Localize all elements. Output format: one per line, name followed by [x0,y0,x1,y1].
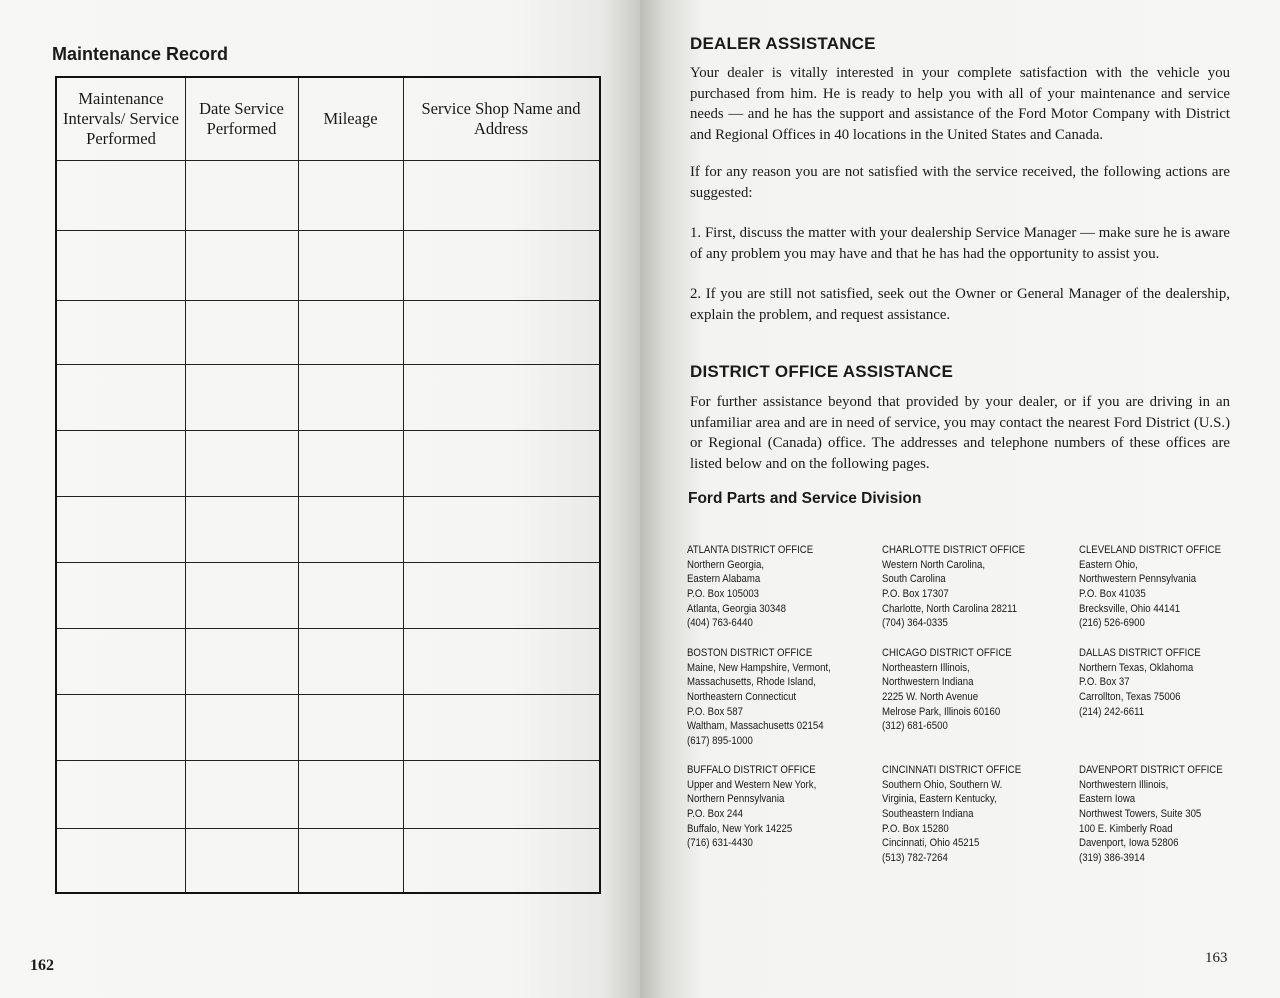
division-heading: Ford Parts and Service Division [688,490,922,507]
office-davenport: DAVENPORT DISTRICT OFFICE Northwestern Illinois, Eastern Iowa Northwest Towers, Suite 305 100 E. Kimberly Road Davenport, Iowa 52806 (319) 386-3914 [1079,764,1223,864]
office-chicago: CHICAGO DISTRICT OFFICE Northeastern Illinois, Northwestern Indiana 2225 W. North Avenue Melrose Park, Illinois 60160 (312) 681-6500 [882,647,1012,733]
maintenance-record-table [55,76,601,894]
page-title: Maintenance Record [52,44,229,64]
office-name: CLEVELAND DISTRICT OFFICE [1079,544,1222,557]
header-date-service: Date Service Performed [199,99,284,138]
header-mileage: Mileage [323,109,378,128]
office-name: DAVENPORT DISTRICT OFFICE [1079,764,1223,777]
office-atlanta: ATLANTA DISTRICT OFFICE Northern Georgia, Eastern Alabama P.O. Box 105003 Atlanta, Georgia 30348 (404) 763-6440 [687,544,814,630]
header-service-shop: Service Shop Name and Address [421,99,581,138]
office-name: CHARLOTTE DISTRICT OFFICE [882,544,1026,557]
page-number-left: 162 [30,957,54,974]
dealer-paragraph-1: Your dealer is vitally interested in your complete satisfaction with the vehicle you purchased from him. He is ready to help you with all of your maintenance and service needs — and he has the support and assistance of the Ford Motor Company with District and Regional Offices in 40 locations in the United States and Canada. [690,65,1230,143]
office-name: BUFFALO DISTRICT OFFICE [687,764,816,777]
office-boston: BOSTON DISTRICT OFFICE Maine, New Hampshire, Vermont, Massachusetts, Rhode Island, Northeastern Connecticut P.O. Box 587 Waltham, Massachusetts 02154 (617) 895-1000 [687,647,831,747]
district-paragraph: For further assistance beyond that provided by your dealer, or if you are driving in an unfamiliar area and are in need of service, you may contact the nearest Ford District (U.S.) or Regional (Canada) office. The addresses and telephone numbers of these offices are listed below and on the following pages. [690,394,1230,472]
dealer-paragraph-3: 1. First, discuss the matter with your dealership Service Manager — make sure he is aware of any problem you may have and that he has had the opportunity to assist you. [690,225,1230,262]
district-office-heading: DISTRICT OFFICE ASSISTANCE [690,362,954,381]
office-cleveland: CLEVELAND DISTRICT OFFICE Eastern Ohio, Northwestern Pennsylvania P.O. Box 41035 Brecksville, Ohio 44141 (216) 526-6900 [1079,544,1222,630]
office-name: CHICAGO DISTRICT OFFICE [882,647,1012,660]
office-name: DALLAS DISTRICT OFFICE [1079,647,1201,660]
header-maintenance-intervals: Maintenance Intervals/ Service Performed [63,89,179,148]
office-name: ATLANTA DISTRICT OFFICE [687,544,814,557]
page-number-right: 163 [1205,950,1228,966]
dealer-paragraph-2: If for any reason you are not satisfied with the service received, the following actions are suggested: [690,164,1230,201]
office-buffalo: BUFFALO DISTRICT OFFICE Upper and Western New York, Northern Pennsylvania P.O. Box 244 Buffalo, New York 14225 (716) 631-4430 [687,764,817,850]
dealer-paragraph-4: 2. If you are still not satisfied, seek out the Owner or General Manager of the dealership, explain the problem, and request assistance. [690,286,1230,323]
office-name: BOSTON DISTRICT OFFICE [687,647,813,660]
dealer-assistance-heading: DEALER ASSISTANCE [690,34,876,53]
office-cincinnati: CINCINNATI DISTRICT OFFICE Southern Ohio, Southern W. Virginia, Eastern Kentucky, Southeastern Indiana P.O. Box 15280 Cincinnati, Ohio 45215 (513) 782-7264 [882,764,1022,864]
office-charlotte: CHARLOTTE DISTRICT OFFICE Western North Carolina, South Carolina P.O. Box 17307 Charlotte, North Carolina 28211 (704) 364-0335 [882,544,1026,630]
office-dallas: DALLAS DISTRICT OFFICE Northern Texas, Oklahoma P.O. Box 37 Carrollton, Texas 75006 (214) 242-6611 [1079,647,1201,718]
office-name: CINCINNATI DISTRICT OFFICE [882,764,1022,777]
